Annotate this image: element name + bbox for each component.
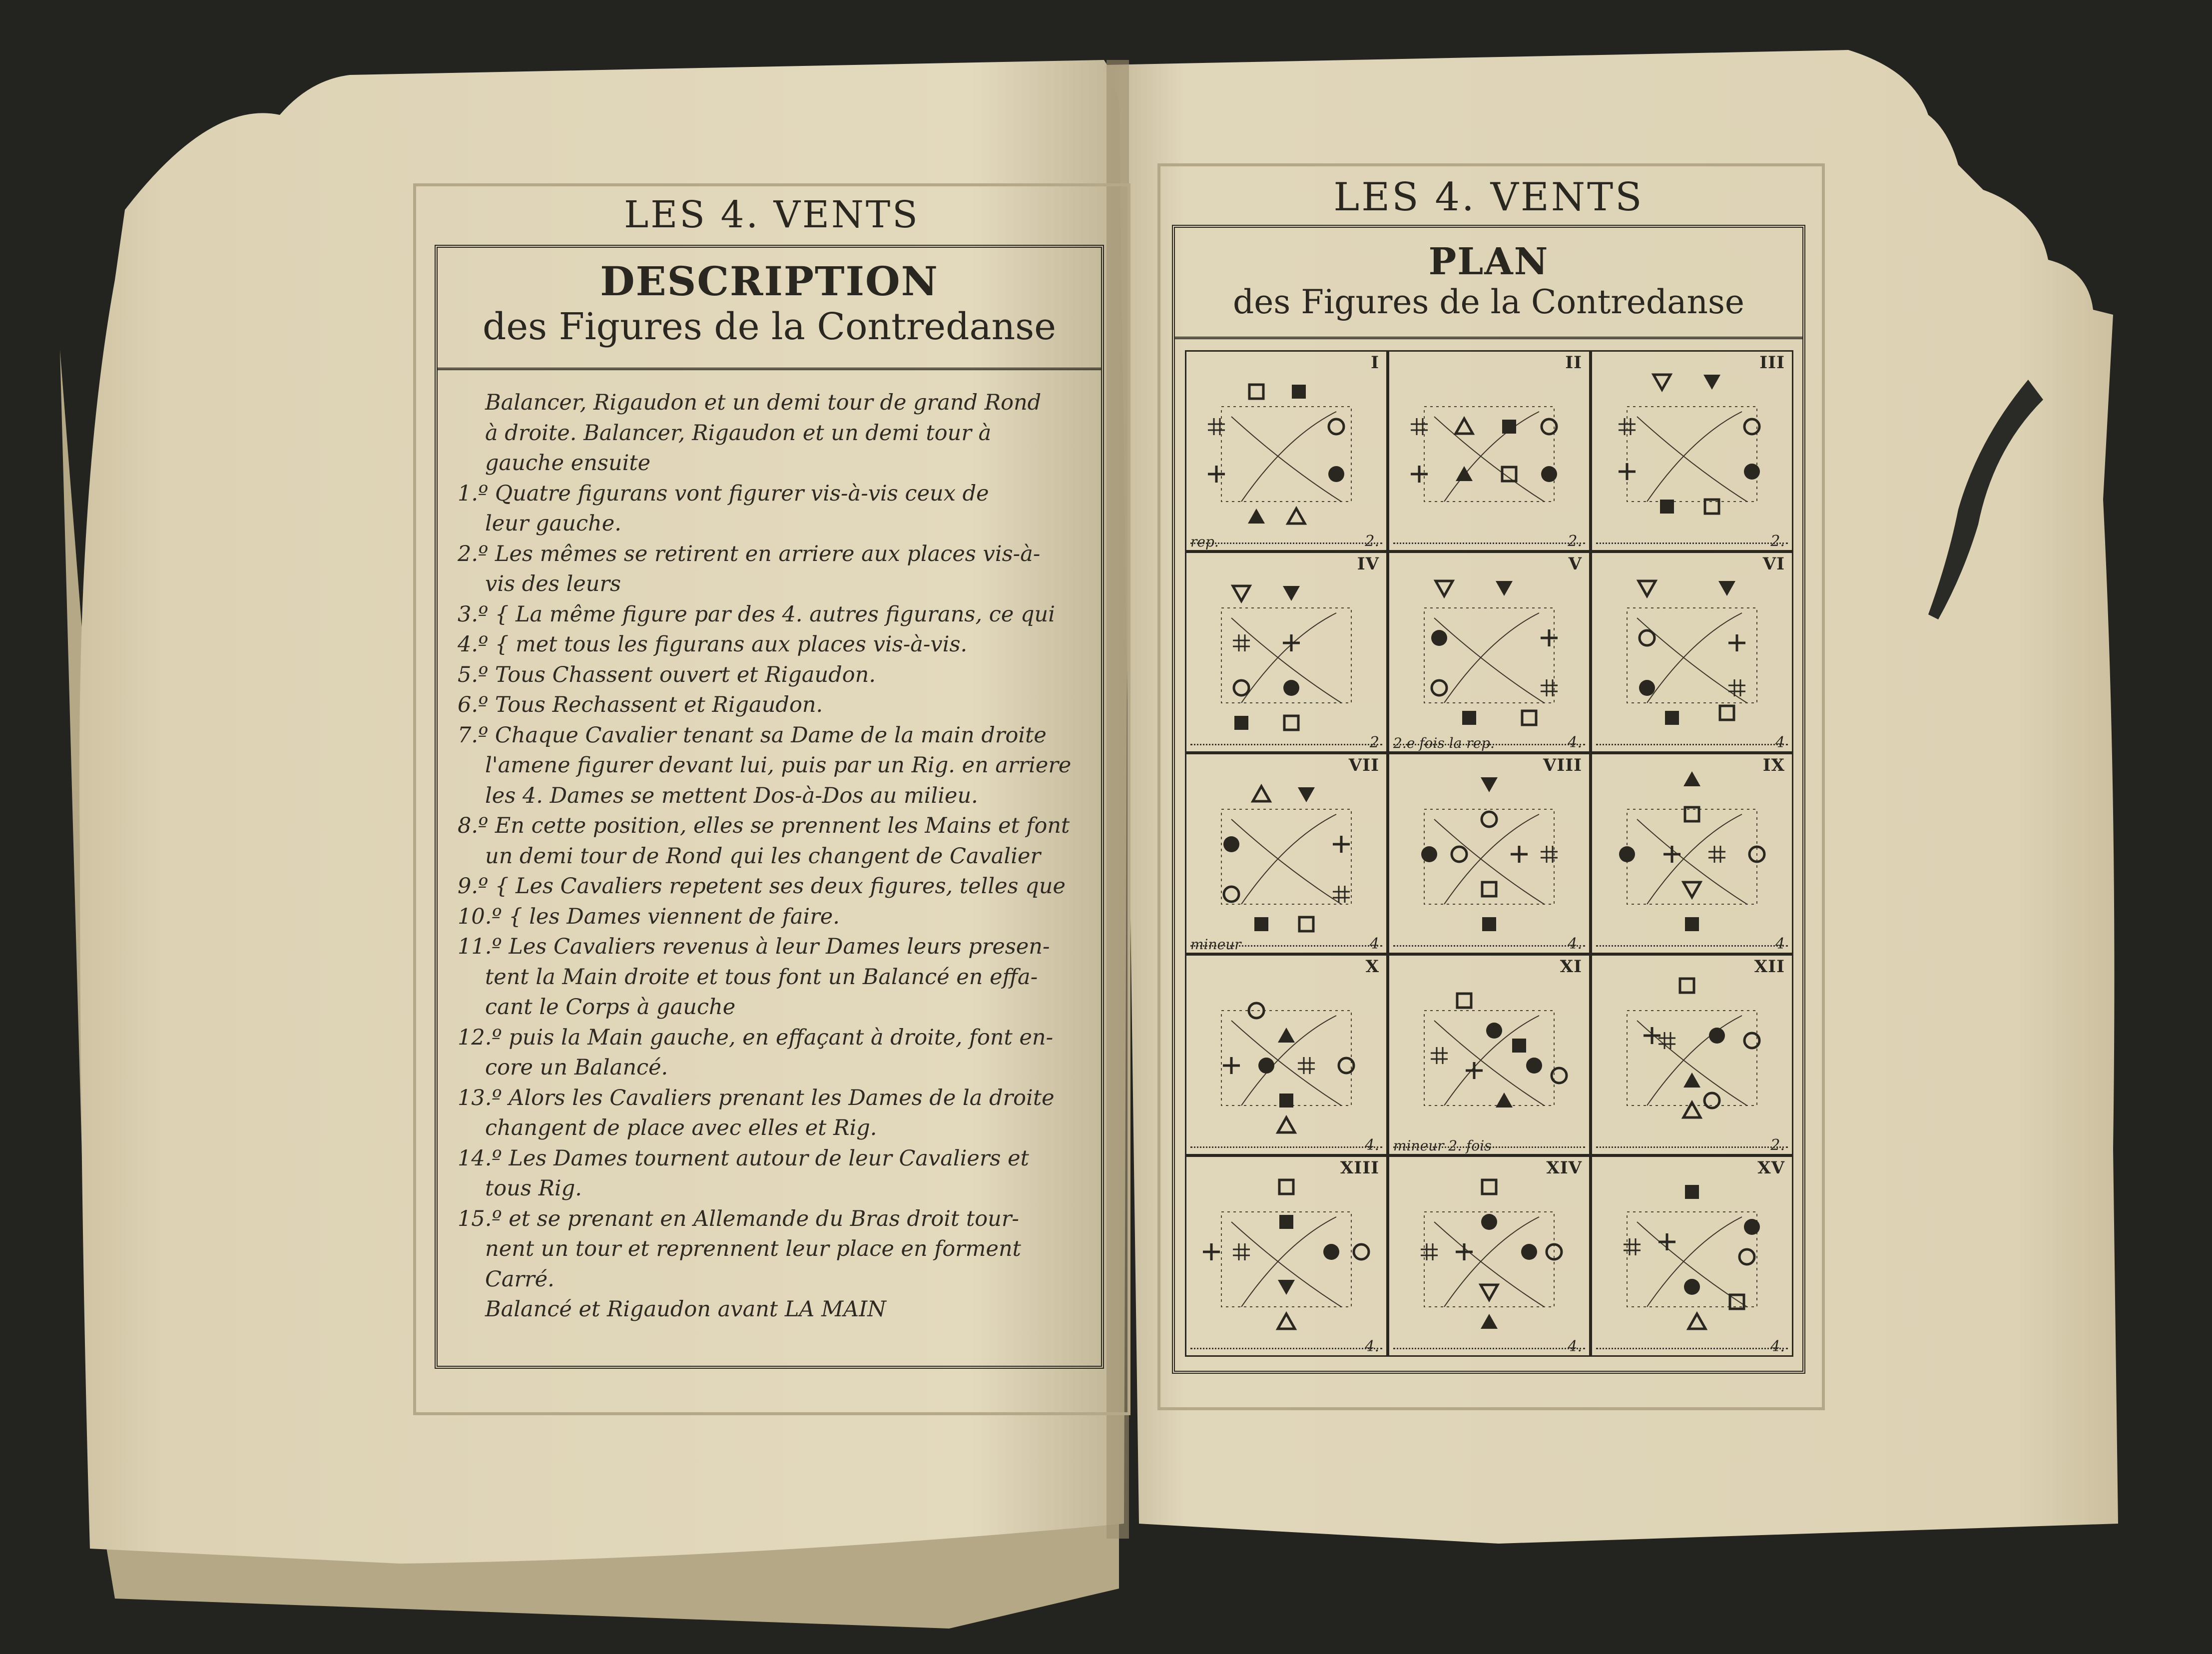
description-subtitle: des Figures de la Contredanse: [482, 305, 1056, 348]
figure-cell: [1185, 551, 1388, 753]
figure-numeral: XIV: [1546, 1158, 1582, 1178]
circle-fill-symbol: [1541, 466, 1557, 482]
description-line: 8.º En cette position, elles se prennent les Mains et font: [458, 813, 1070, 838]
vtri-fill-symbol: [1481, 777, 1498, 792]
description-frame: [435, 245, 1104, 1369]
vtri-open-symbol: [1654, 375, 1670, 390]
figure-count: 2: [1369, 734, 1379, 751]
square-fill-symbol: [1685, 1185, 1699, 1199]
circle-fill-symbol: [1639, 680, 1655, 696]
path-curve: [1434, 819, 1544, 904]
plan-plate: [1164, 170, 1813, 1394]
description-line: Balancer, Rigaudon et un demi tour de grand Rond: [485, 390, 1042, 415]
dcross-symbol: [1298, 1057, 1315, 1074]
figure-numeral: VIII: [1543, 755, 1582, 775]
figure-count: 4.: [1770, 1338, 1785, 1355]
square-fill-symbol: [1462, 711, 1476, 725]
square-open-symbol: [1720, 706, 1734, 720]
tri-fill-symbol: [1481, 1314, 1498, 1329]
dance-floor-outline: [1221, 809, 1351, 904]
figure-cell: [1591, 551, 1793, 753]
cross-symbol: [1659, 1233, 1675, 1250]
cross-symbol: [1223, 1057, 1240, 1074]
path-curve: [1647, 412, 1742, 502]
figure-numeral: IX: [1762, 755, 1785, 775]
cross-symbol: [1283, 634, 1300, 651]
circle-fill-symbol: [1521, 1244, 1537, 1260]
figure-numeral: XI: [1560, 957, 1582, 977]
plan-rule: [1175, 337, 1802, 339]
description-line: un demi tour de Rond qui les changent de Cavalier: [485, 843, 1041, 869]
circle-open-symbol: [1452, 847, 1467, 862]
circle-open-symbol: [1354, 1244, 1369, 1259]
circle-fill-symbol: [1481, 1214, 1497, 1230]
tri-open-symbol: [1278, 1117, 1295, 1132]
square-open-symbol: [1482, 1180, 1496, 1194]
dotted-rule: [1596, 945, 1788, 947]
circle-fill-symbol: [1486, 1023, 1502, 1039]
dotted-rule: [1190, 744, 1382, 745]
figure-grid: [1185, 350, 1793, 1357]
vtri-fill-symbol: [1703, 375, 1720, 390]
description-line: 1.º Quatre figurans vont figurer vis-à-vis ceux de: [458, 481, 989, 506]
square-fill-symbol: [1292, 385, 1306, 399]
figure-diagram: [1389, 553, 1592, 754]
figure-count: 4: [1775, 734, 1785, 751]
figure-diagram: [1186, 956, 1389, 1157]
dcross-symbol: [1233, 634, 1250, 651]
circle-fill-symbol: [1526, 1058, 1542, 1074]
cross-symbol: [1411, 466, 1428, 483]
vtri-fill-symbol: [1298, 787, 1315, 802]
circle-open-symbol: [1482, 812, 1497, 827]
dcross-symbol: [1728, 679, 1745, 696]
description-line: Balancé et Rigaudon avant LA MAIN: [485, 1297, 886, 1322]
circle-open-symbol: [1739, 1249, 1754, 1264]
description-line: gauche ensuite: [485, 451, 651, 476]
circle-fill-symbol: [1323, 1244, 1339, 1260]
square-fill-symbol: [1482, 917, 1496, 931]
path-curve: [1444, 613, 1539, 703]
square-open-symbol: [1284, 716, 1298, 730]
path-curve: [1434, 1222, 1544, 1307]
dcross-symbol: [1708, 846, 1725, 863]
figure-count: 2.: [1568, 533, 1582, 550]
title-rule: [438, 368, 1101, 370]
figure-count: 4.: [1568, 935, 1582, 953]
figure-count: 4.: [1365, 1338, 1379, 1355]
figure-numeral: II: [1565, 353, 1582, 373]
circle-fill-symbol: [1421, 846, 1437, 862]
description-line: 11.º Les Cavaliers revenus à leur Dames leurs presen-: [458, 934, 1050, 959]
dotted-rule: [1596, 744, 1788, 745]
cross-symbol: [1208, 466, 1225, 483]
figure-diagram: [1389, 1157, 1592, 1358]
vtri-fill-symbol: [1496, 581, 1513, 596]
figure-numeral: V: [1568, 554, 1582, 574]
cross-symbol: [1456, 1243, 1473, 1260]
square-open-symbol: [1680, 979, 1694, 993]
dance-floor-outline: [1424, 407, 1554, 502]
square-open-symbol: [1249, 385, 1263, 399]
figure-count: 2.: [1770, 533, 1785, 550]
description-line: 10.º { les Dames viennent de faire.: [458, 904, 840, 929]
figure-diagram: [1389, 754, 1592, 956]
plan-title: PLAN: [1428, 240, 1549, 283]
circle-open-symbol: [1640, 630, 1655, 645]
description-title: DESCRIPTION: [600, 258, 939, 305]
cross-symbol: [1511, 846, 1528, 863]
description-line: vis des leurs: [485, 571, 621, 596]
description-plate: [425, 190, 1119, 1389]
description-line: Carré.: [485, 1266, 554, 1292]
tri-fill-symbol: [1683, 771, 1700, 786]
figure-cell: [1185, 350, 1388, 551]
figure-numeral: XIII: [1340, 1158, 1379, 1178]
figure-cell: [1591, 1155, 1793, 1357]
description-line: changent de place avec elles et Rig.: [485, 1115, 877, 1140]
figure-cell: [1388, 1155, 1591, 1357]
cross-symbol: [1644, 1027, 1660, 1044]
dotted-rule: [1393, 1348, 1585, 1349]
tri-open-symbol: [1456, 419, 1473, 434]
tri-open-symbol: [1288, 509, 1305, 524]
description-line: tent la Main droite et tous font un Balancé en effa-: [485, 964, 1038, 990]
circle-fill-symbol: [1258, 1058, 1274, 1074]
tri-open-symbol: [1683, 1103, 1700, 1117]
dance-floor-outline: [1627, 407, 1757, 502]
circle-open-symbol: [1744, 1033, 1759, 1048]
figure-numeral: VII: [1348, 755, 1379, 775]
figure-count: 4: [1775, 935, 1785, 953]
dotted-rule: [1393, 945, 1585, 947]
figure-cell: [1388, 551, 1591, 753]
left-header: LES 4. VENTS: [624, 193, 920, 236]
cross-symbol: [1203, 1243, 1220, 1260]
vtri-open-symbol: [1639, 581, 1656, 596]
description-line: à droite. Balancer, Rigaudon et un demi tour à: [485, 420, 992, 446]
description-line: 7.º Chaque Cavalier tenant sa Dame de la main droite: [458, 722, 1047, 748]
path-curve: [1241, 814, 1336, 904]
figure-note: 2.e fois la rep.: [1393, 735, 1495, 751]
dance-floor-outline: [1424, 608, 1554, 703]
description-line: 2.º Les mêmes se retirent en arriere aux places vis-à-: [458, 541, 1041, 566]
circle-fill-symbol: [1431, 630, 1447, 646]
tri-open-symbol: [1253, 786, 1270, 801]
tri-open-symbol: [1278, 1314, 1295, 1329]
dotted-rule: [1190, 1348, 1382, 1349]
dance-floor-outline: [1424, 809, 1554, 904]
cross-symbol: [1663, 846, 1680, 863]
dcross-symbol: [1624, 1238, 1641, 1255]
square-open-symbol: [1522, 711, 1536, 725]
vtri-fill-symbol: [1278, 1280, 1295, 1295]
figure-note: mineur: [1190, 936, 1241, 953]
plan-subtitle: des Figures de la Contredanse: [1233, 283, 1744, 321]
tri-fill-symbol: [1248, 509, 1265, 524]
dotted-rule: [1190, 1146, 1382, 1148]
cross-symbol: [1466, 1062, 1483, 1079]
dcross-symbol: [1541, 679, 1558, 696]
figure-diagram: [1186, 1157, 1389, 1358]
square-fill-symbol: [1254, 917, 1268, 931]
path-curve: [1231, 819, 1341, 904]
circle-fill-symbol: [1328, 466, 1344, 482]
figure-numeral: I: [1371, 353, 1379, 373]
path-curve: [1434, 417, 1544, 502]
circle-fill-symbol: [1744, 464, 1760, 480]
figure-count: 4.: [1568, 1338, 1582, 1355]
figure-note: rep.: [1190, 534, 1219, 550]
tri-fill-symbol: [1278, 1028, 1295, 1043]
square-fill-symbol: [1279, 1215, 1293, 1229]
path-curve: [1444, 814, 1539, 904]
square-fill-symbol: [1502, 420, 1516, 434]
square-fill-symbol: [1234, 716, 1248, 730]
description-line: 6.º Tous Rechassent et Rigaudon.: [458, 692, 823, 717]
cross-symbol: [1333, 836, 1350, 853]
cross-symbol: [1619, 463, 1636, 480]
figure-diagram: [1389, 956, 1592, 1157]
square-fill-symbol: [1279, 1094, 1293, 1107]
dotted-rule: [1190, 543, 1382, 544]
figure-diagram: [1592, 956, 1795, 1157]
path-curve: [1444, 412, 1539, 502]
circle-fill-symbol: [1709, 1028, 1725, 1044]
circle-open-symbol: [1329, 419, 1344, 434]
figure-cell: [1185, 753, 1388, 954]
dance-floor-outline: [1221, 1011, 1351, 1105]
vtri-open-symbol: [1683, 882, 1700, 897]
circle-fill-symbol: [1684, 1279, 1700, 1295]
tri-fill-symbol: [1496, 1093, 1513, 1107]
dotted-rule: [1596, 1348, 1788, 1349]
circle-fill-symbol: [1223, 836, 1239, 852]
description-line: leur gauche.: [485, 511, 621, 536]
path-curve: [1647, 1016, 1742, 1105]
figure-diagram: [1592, 553, 1795, 754]
dcross-symbol: [1411, 418, 1428, 435]
vtri-fill-symbol: [1283, 586, 1300, 601]
square-fill-symbol: [1660, 500, 1674, 514]
description-text: [458, 388, 1087, 1325]
dance-floor-outline: [1627, 809, 1757, 904]
description-line: 9.º { Les Cavaliers repetent ses deux figures, telles que: [458, 874, 1066, 899]
dcross-symbol: [1431, 1047, 1448, 1064]
square-fill-symbol: [1665, 711, 1679, 725]
figure-diagram: [1389, 352, 1592, 553]
figure-note: mineur 2. fois: [1393, 1137, 1492, 1154]
path-curve: [1241, 412, 1336, 502]
cross-symbol: [1728, 634, 1745, 651]
figure-cell: [1185, 1155, 1388, 1357]
dcross-symbol: [1233, 1243, 1250, 1260]
circle-fill-symbol: [1744, 1219, 1760, 1235]
figure-diagram: [1186, 553, 1389, 754]
vtri-open-symbol: [1233, 586, 1250, 601]
description-line: nent un tour et reprennent leur place en forment: [485, 1236, 1021, 1261]
description-line: cant le Corps à gauche: [485, 995, 736, 1020]
description-line: 5.º Tous Chassent ouvert et Rigaudon.: [458, 662, 876, 687]
dcross-symbol: [1541, 846, 1558, 863]
figure-numeral: XV: [1757, 1158, 1785, 1178]
figure-numeral: XII: [1754, 957, 1785, 977]
circle-open-symbol: [1224, 887, 1239, 902]
figure-diagram: [1592, 352, 1795, 553]
figure-diagram: [1592, 754, 1795, 956]
path-curve: [1637, 819, 1747, 904]
figure-numeral: VI: [1762, 554, 1785, 574]
figure-numeral: IV: [1357, 554, 1379, 574]
square-open-symbol: [1299, 917, 1313, 931]
circle-fill-symbol: [1283, 680, 1299, 696]
description-line: 14.º Les Dames tournent autour de leur Cavaliers et: [458, 1145, 1029, 1171]
circle-open-symbol: [1249, 1003, 1264, 1018]
dotted-rule: [1596, 1146, 1788, 1148]
tri-fill-symbol: [1683, 1073, 1700, 1088]
vtri-open-symbol: [1436, 581, 1453, 596]
description-line: 15.º et se prenant en Allemande du Bras droit tour-: [458, 1206, 1019, 1231]
path-curve: [1637, 1021, 1747, 1105]
path-curve: [1637, 417, 1747, 502]
figure-count: 2.: [1365, 533, 1379, 550]
figure-cell: [1591, 753, 1793, 954]
square-fill-symbol: [1685, 917, 1699, 931]
figure-cell: [1388, 350, 1591, 551]
vtri-fill-symbol: [1718, 581, 1735, 596]
path-curve: [1231, 417, 1341, 502]
plan-frame: [1172, 225, 1805, 1374]
figure-cell: [1388, 954, 1591, 1155]
figure-cell: [1591, 350, 1793, 551]
vtri-open-symbol: [1481, 1285, 1498, 1300]
square-open-symbol: [1482, 882, 1496, 896]
figure-count: 2.: [1770, 1136, 1785, 1154]
description-line: les 4. Dames se mettent Dos-à-Dos au milieu.: [485, 783, 978, 808]
description-line: l'amene figurer devant lui, puis par un Rig. en arriere: [485, 753, 1072, 778]
description-line: 4.º { met tous les figurans aux places vis-à-vis.: [458, 632, 968, 657]
circle-open-symbol: [1234, 680, 1249, 695]
right-header: LES 4. VENTS: [1333, 175, 1644, 220]
dcross-symbol: [1421, 1243, 1438, 1260]
figure-count: 4: [1369, 935, 1379, 953]
figure-diagram: [1186, 754, 1389, 956]
circle-open-symbol: [1432, 680, 1447, 695]
figure-numeral: III: [1759, 353, 1785, 373]
square-fill-symbol: [1512, 1039, 1526, 1053]
dcross-symbol: [1619, 418, 1636, 435]
description-line: 12.º puis la Main gauche, en effaçant à droite, font en-: [458, 1025, 1054, 1050]
dance-floor-outline: [1627, 1011, 1757, 1105]
square-open-symbol: [1279, 1180, 1293, 1194]
tri-open-symbol: [1688, 1314, 1705, 1329]
dotted-rule: [1393, 543, 1585, 544]
circle-open-symbol: [1339, 1058, 1354, 1073]
circle-open-symbol: [1552, 1068, 1567, 1083]
dotted-rule: [1596, 543, 1788, 544]
circle-fill-symbol: [1619, 846, 1635, 862]
figure-cell: [1388, 753, 1591, 954]
cross-symbol: [1541, 629, 1558, 646]
figure-count: 4.: [1568, 734, 1582, 751]
path-curve: [1647, 613, 1742, 703]
path-curve: [1241, 1217, 1336, 1307]
figure-cell: [1185, 954, 1388, 1155]
figure-count: 4.: [1365, 1136, 1379, 1154]
figure-diagram: [1592, 1157, 1795, 1358]
square-open-symbol: [1457, 994, 1471, 1008]
path-curve: [1434, 618, 1544, 703]
figure-numeral: X: [1365, 957, 1379, 977]
figure-diagram: [1186, 352, 1389, 553]
description-line: core un Balancé.: [485, 1055, 668, 1080]
dcross-symbol: [1208, 418, 1225, 435]
description-line: 3.º { La même figure par des 4. autres figurans, ce qui: [458, 601, 1055, 627]
description-line: 13.º Alors les Cavaliers prenant les Dames de la droite: [458, 1085, 1055, 1110]
description-line: tous Rig.: [485, 1176, 582, 1201]
figure-cell: [1591, 954, 1793, 1155]
path-curve: [1241, 1016, 1336, 1105]
